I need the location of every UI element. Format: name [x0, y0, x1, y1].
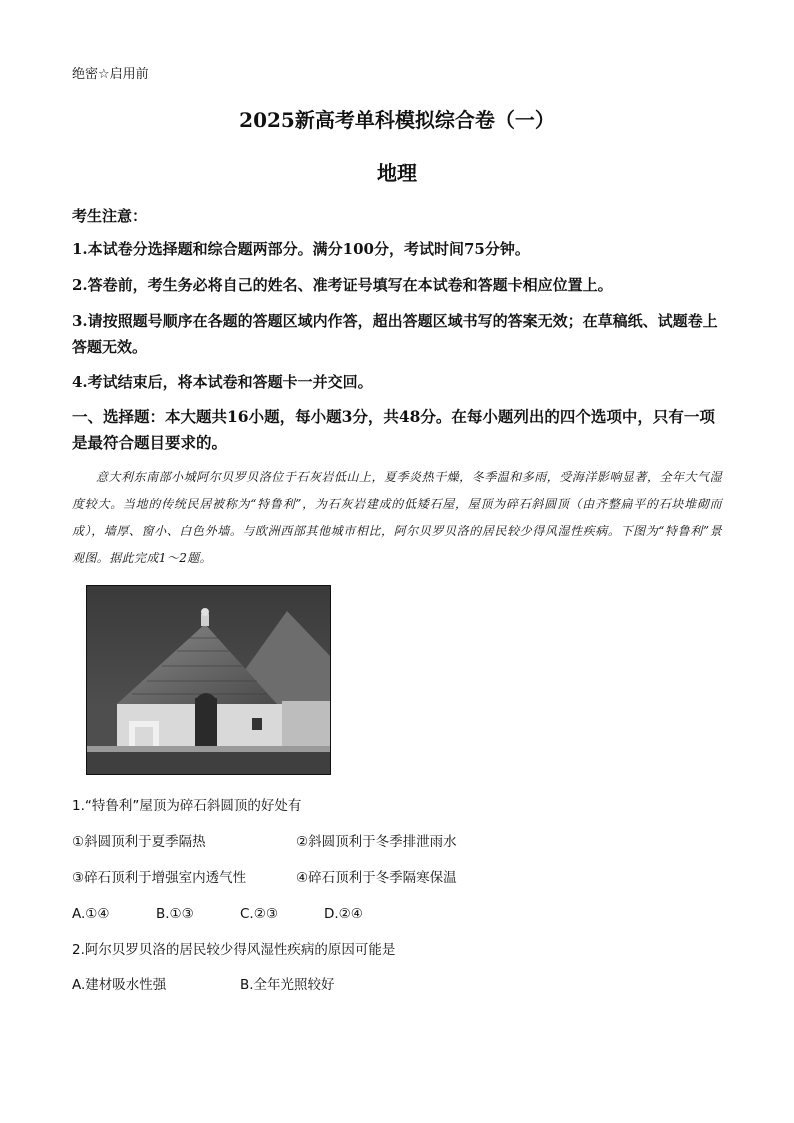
option-b: B.①③ — [156, 906, 194, 922]
option-a: A.①④ — [72, 906, 110, 922]
option-a: A.建材吸水性强 — [72, 977, 167, 993]
option-b: B.全年光照较好 — [240, 977, 335, 993]
question-2-stem: 2.阿尔贝罗贝洛的居民较少得风湿性疾病的原因可能是 — [72, 942, 396, 958]
trullo-photo — [86, 585, 331, 775]
notice-item-3: 3.请按照题号顺序在各题的答题区域内作答，超出答题区域书写的答案无效；在草稿纸、试题卷上答题无效。 — [72, 312, 718, 356]
exam-title: 2025新高考单科模拟综合卷（一） — [239, 108, 555, 132]
notice-heading: 考生注意： — [72, 207, 148, 225]
section-heading: 一、选择题：本大题共16小题，每小题3分，共48分。在每小题列出的四个选项中，只有一项是最符合题目要求的。 — [72, 407, 715, 452]
question-1-stem: 1.“特鲁利”屋顶为碎石斜圆顶的好处有 — [72, 798, 302, 814]
statement-1: ①斜圆顶利于夏季隔热 — [72, 834, 206, 850]
option-c: C.②③ — [240, 906, 278, 922]
confidential-label: 绝密☆启用前 — [72, 67, 149, 82]
statement-3: ③碎石顶利于增强室内透气性 — [72, 870, 247, 886]
notice-item-2: 2.答卷前，考生务必将自己的姓名、准考证号填写在本试卷和答题卡相应位置上。 — [72, 276, 613, 294]
notice-item-1: 1.本试卷分选择题和综合题两部分。满分100分，考试时间75分钟。 — [72, 240, 530, 258]
notice-item-4: 4.考试结束后，将本试卷和答题卡一并交回。 — [72, 373, 373, 391]
statement-4: ④碎石顶利于冬季隔寒保温 — [296, 870, 457, 886]
subject-title: 地理 — [377, 161, 417, 185]
option-d: D.②④ — [324, 906, 363, 922]
statement-2: ②斜圆顶利于冬季排泄雨水 — [296, 834, 457, 850]
reading-passage: 意大利东南部小城阿尔贝罗贝洛位于石灰岩低山上，夏季炎热干燥，冬季温和多雨，受海洋影响显著，全年大气湿度较大。当地的传统民居被称为“特鲁利”，为石灰岩建成的低矮石屋，屋顶为碎石斜圆顶（由齐整扁平的石块堆砌而成），墙厚、窗小、白色外墙。与欧洲西部其他城市相比，阿尔贝罗贝洛的居民较少得风湿性疾病。下图为“特鲁利”景观图。据此完成1～2题。 — [72, 470, 722, 565]
